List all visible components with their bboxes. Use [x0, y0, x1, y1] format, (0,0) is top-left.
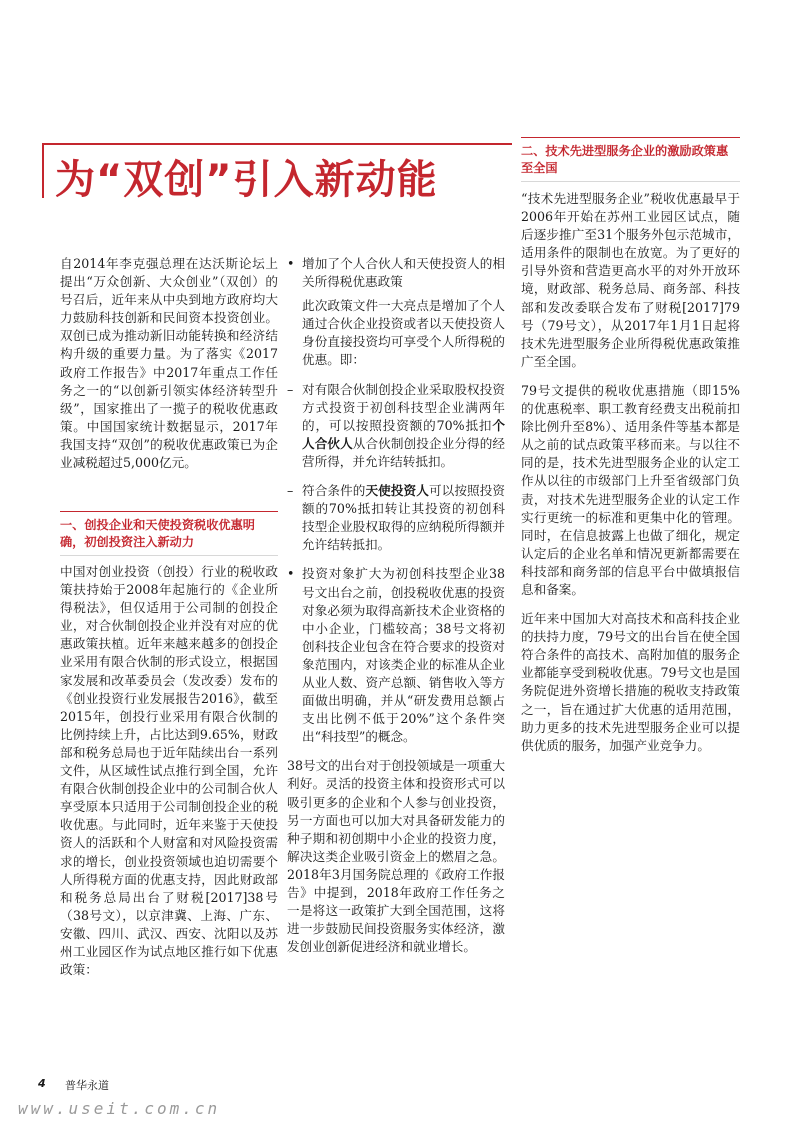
section-1-heading: 一、创投企业和天使投资税收优惠明确，初创投资注入新动力	[60, 518, 255, 549]
column-2	[287, 255, 505, 956]
dash-bold-text: 个人合伙人	[302, 417, 505, 451]
page-title: 为“双创”引入新动能	[55, 157, 438, 203]
dash-bold-text: 天使投资人	[365, 483, 429, 499]
section-1-body: 中国对创业投资（创投）行业的税收政策扶持始于2008年起施行的《企业所得税法》，但仅适用于公司制的创投企业，对合伙制创投企业并没有对应的优惠政策扶植。近年来越来越多的创投企业采用有限合伙制的形式设立，根据国家发展和改革委员会（发改委）发布的《创业投资行业发展报告2016》，截至2015年，创投行业采用有限合伙制的比例持续上升，占比达到9.65%，财政部和税务总局也于近年陆续出台一系列文件，从区域性试点推行到全国，允许有限合伙制创投企业中的公司制合伙人享受原本只适用于公司制创投企业的税收优惠。与此同时，近年来鉴于天使投资人的活跃和个人财富和对风险投资需求的增长，创业投资领域也迫切需要个人所得税方面的优惠支持，因此财政部和税务总局出台了财税[2017]38号（38号文），以京津冀、上海、广东、安徽、四川、武汉、西安、沈阳以及苏州工业园区作为试点地区推行如下优惠政策：	[60, 564, 278, 978]
page-number: 4	[38, 1077, 46, 1090]
section-2-paragraph: 近年来中国加大对高技术和高科技企业的扶持力度，79号文的出台旨在使全国符合条件的高技术、高附加值的服务企业都能享受到税收优惠。79号文也是国务院促进外资增长措施的税收支持政策之一，旨在通过扩大优惠的适用范围，助力更多的技术先进型服务企业可以提供优质的服务，加强产业竞争力。	[521, 611, 740, 753]
section-2-paragraph: “技术先进型服务企业”税收优惠最早于2006年开始在苏州工业园区试点，随后逐步推广至31个服务外包示范城市，适用条件的限制也在放宽。为了更好的引导外资和营造更高水平的对外开放环境，财政部、税务总局、商务部、科技部和发改委联合发布了财税[2017]79号（79号文），从2017年1月1日起将技术先进型服务企业所得税优惠政策推广至全国。	[521, 191, 740, 369]
bullet-body: 此次政策文件一大亮点是增加了个人通过合伙企业投资或者以天使投资人身份直接投资均可享受个人所得税的优惠。即：	[302, 298, 505, 368]
section-1-underline	[60, 555, 278, 556]
dash-marker: –	[287, 483, 294, 499]
closing-paragraph: 38号文的出台对于创投领域是一项重大利好。灵活的投资主体和投资形式可以吸引更多的企业和个人参与创业投资，另一方面也可以加大对具备研发能力的种子期和初创期中小企业的投资力度，解决这类企业吸引资金上的燃眉之急。2018年3月国务院总理的《政府工作报告》中提到，2018年政府工作任务之一是将这一政策扩大到全国范围，这将进一步鼓励民间投资服务实体经济，激发创业创新促进经济和就业增长。	[287, 758, 505, 955]
intro-paragraph: 自2014年李克强总理在达沃斯论坛上提出“万众创新、大众创业”（双创）的号召后，近年来从中央到地方政府均大力鼓励科技创新和民间资本投资创业。双创已成为推动新旧动能转换和经济结构升级的重要力量。为了落实《2017政府工作报告》中2017年重点工作任务之一的“以创新引领实体经济转型升级”，国家推出了一揽子的税收优惠政策。中国国家统计数据显示，2017年我国支持“双创”的税收优惠政策已为企业减税超过5,000亿元。	[60, 256, 278, 471]
section-2-rule	[521, 137, 740, 138]
bullet-marker: •	[287, 256, 295, 271]
column-1-body	[60, 563, 278, 979]
section-2-paragraph: 79号文提供的税收优惠措施（即15%的优惠税率、职工教育经费支出税前扣除比例升至8%）、适用条件等基本都是从之前的试点政策平移而来。与以往不同的是，技术先进型服务企业的认定工作从以往的市级部门上升至省级部门负责，对技术先进型服务企业的认定工作实行更统一的标准和更集中化的管理。同时，在信息披露上也做了细化，规定认定后的企业名单和情况更新都需要在科技部和商务部的信息平台中做填报信息和备案。	[521, 382, 740, 597]
bullet-marker: •	[287, 566, 295, 582]
title-bracket-vertical	[42, 143, 44, 198]
bullet-body: 投资对象扩大为初创科技型企业38号文出台之前，创投税收优惠的投资对象必须为取得高新技术企业资格的中小企业，门槛较高；38号文将初创科技企业包含在符合要求的投资对象范围内，对该类企业的标准从企业从业人数、资产总额、销售收入等方面做出明确，并从“研发费用总额占支出比例不低于20%”这个条件突出“科技型”的概念。	[302, 566, 505, 745]
column-1	[60, 255, 278, 472]
watermark: www.useit.com.cn	[18, 1099, 221, 1118]
dash-item	[287, 482, 505, 554]
dash-text: 从合伙制创投企业分得的经营所得，并允许结转抵扣。	[302, 435, 506, 469]
bullet-item	[287, 565, 505, 746]
title-bracket-horizontal	[42, 143, 512, 145]
dash-marker: –	[287, 381, 294, 397]
dash-item	[287, 381, 505, 471]
bullet-title: 增加了个人合伙人和天使投资人的相关所得税优惠政策	[302, 256, 505, 290]
column-3	[521, 190, 740, 755]
bullet-item	[287, 255, 505, 291]
publication-name: 普华永道	[65, 1079, 109, 1092]
section-2-heading: 二、技术先进型服务企业的激励政策惠至全国	[521, 144, 729, 175]
dash-text: 对有限合伙制创投企业采取股权投资方式投资于初创科技型企业满两年的，可以按照投资额的70%抵扣	[302, 381, 505, 433]
section-1-rule	[60, 511, 278, 512]
section-2-underline	[521, 181, 740, 182]
dash-text: 可以按照投资额的70%抵扣转让其投资的初创科技型企业股权取得的应纳税所得额并允许结转抵扣。	[302, 483, 506, 553]
dash-text: 符合条件的	[302, 483, 366, 499]
